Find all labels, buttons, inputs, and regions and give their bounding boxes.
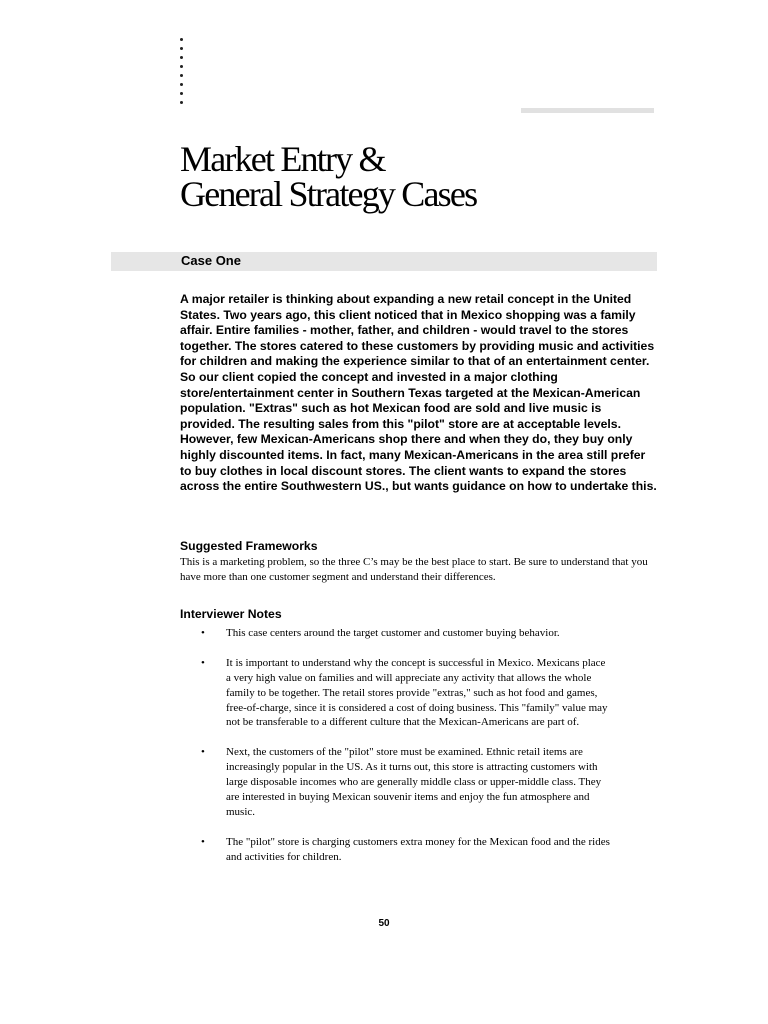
page-title-line-2: General Strategy Cases — [180, 174, 477, 214]
note-text: The "pilot" store is charging customers extra money for the Mexican food and the rides and activities for children. — [226, 835, 610, 863]
bullet-icon: • — [201, 656, 205, 669]
list-item — [200, 626, 610, 641]
page-number: 50 — [378, 918, 390, 929]
bullet-icon: • — [201, 627, 205, 639]
case-description: A major retailer is thinking about expanding a new retail concept in the United States. Two years ago, this client noticed that in Mexico shopping was a family affair. Entire families - mother, father, and children - would travel to the stores together. The stores catered to these customers by providing music and activities for children and making the experience similar to that of an entertainment center. So our client copied the concept and invested in a major clothing store/entertainment center in Southern Texas targeted at the Mexican-American population. "Extras" such as hot Mexican food are sold and live music is provided. The resulting sales from this "pilot" store are at acceptable levels. However, few Mexican-Americans shop there and when they do, they buy only highly discounted items. In fact, many Mexican-Americans in the area still prefer to buy clothes in local discount stores. The client wants to expand the stores across the entire Southwestern US., but wants guidance on how to undertake this. — [180, 292, 657, 494]
note-text: Next, the customers of the "pilot" store must be examined. Ethnic retail items are increasingly popular in the US. As it turns out, this store is attracting customers with large disposable incomes who are generally middle class or upper-middle class. They are interested in buying Mexican souvenir items and enjoy the fun atmosphere and music. — [226, 746, 602, 818]
list-item — [200, 835, 610, 865]
note-text: This case centers around the target customer and customer buying behavior. — [226, 627, 560, 639]
frameworks-text: This is a marketing problem, so the three C’s may be the best place to start. Be sure to understand that you have more than one customer segment and understand their differences. — [180, 556, 648, 583]
note-text: It is important to understand why the concept is successful in Mexico. Mexicans place a very high value on families and will appreciate any activity that allows the whole family to be together. The retail stores provide "extras," such as hot food and games, free-of-charge, since it is considered a cost of doing business. This "family" value may not be transferable to a different culture that the Mexican-Americans are part of. — [226, 656, 608, 729]
list-item — [200, 656, 610, 731]
frameworks-heading: Suggested Frameworks — [180, 539, 318, 553]
bullet-icon: • — [201, 746, 205, 759]
bullet-icon: • — [201, 835, 205, 848]
notes-heading: Interviewer Notes — [180, 607, 282, 621]
header-rule — [521, 108, 654, 113]
interviewer-notes-list — [200, 626, 610, 879]
list-item — [200, 745, 610, 820]
page-title — [180, 139, 477, 214]
case-heading: Case One — [181, 253, 241, 268]
page-title-line-1: Market Entry & — [180, 139, 385, 179]
decorative-dotted-line — [180, 38, 186, 110]
